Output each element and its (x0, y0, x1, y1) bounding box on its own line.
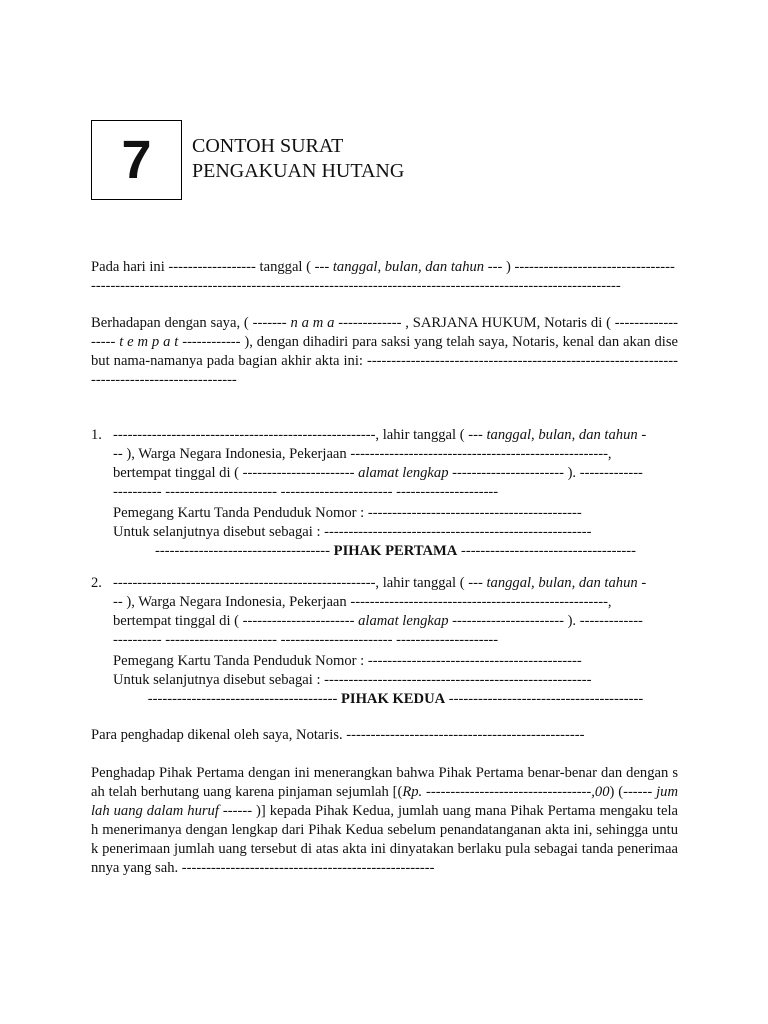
id-card-line: Pemegang Kartu Tanda Penduduk Nomor : -------------------------------------------- (113, 653, 582, 669)
placeholder-date: tanggal, bulan, dan tahun (486, 427, 638, 443)
text-segment: Berhadapan dengan saya, ( ------- (91, 315, 291, 331)
alias-line: Untuk selanjutnya disebut sebagai : ------------------------------------------------------- (113, 524, 592, 540)
line (113, 612, 678, 631)
title-line-2: PENGAKUAN HUTANG (192, 160, 405, 182)
id-card-line: Pemegang Kartu Tanda Penduduk Nomor : -------------------------------------------- (113, 505, 582, 521)
placeholder-amount: Rp. ----------------------------------,00 (402, 784, 610, 800)
line (113, 426, 678, 445)
text-segment: ----------------------- ). ------------- (448, 613, 643, 629)
placeholder-amount-words: jumlah uang dalam huruf (91, 784, 678, 819)
line: ---------- ----------------------- ----------------------- --------------------- (113, 484, 499, 500)
chapter-number: 7 (121, 130, 152, 190)
text-segment: --------------------------------------- (147, 691, 341, 707)
placeholder-place: t e m p a t (119, 334, 179, 350)
text-segment: - (637, 427, 647, 443)
text-segment: Pada hari ini ------------------ tanggal ( --- (91, 259, 333, 275)
line (113, 574, 678, 593)
party-label-line (113, 690, 678, 709)
line: -- ), Warga Negara Indonesia, Pekerjaan -----------------------------------------------------, (113, 594, 612, 610)
list-item-2 (91, 574, 678, 709)
title-line-1: CONTOH SURAT (192, 135, 344, 157)
text-segment: ------------------------------------------------------, lahir tanggal ( --- (113, 575, 487, 591)
text-segment: ------------------------------------ (155, 543, 334, 559)
text-segment: ) (------ (609, 784, 657, 800)
text-segment: ------------------------------------------------------, lahir tanggal ( --- (113, 427, 487, 443)
placeholder-address: alamat lengkap (358, 613, 449, 629)
text-segment: ----------------------- ). ------------- (448, 465, 643, 481)
placeholder-address: alamat lengkap (358, 465, 449, 481)
paragraph-known: Para penghadap dikenal oleh saya, Notaris. ------------------------------------------------- (91, 727, 585, 743)
placeholder-date: tanggal, bulan, dan tahun (486, 575, 638, 591)
party-name: PIHAK PERTAMA (333, 543, 458, 559)
text-segment: - (637, 575, 647, 591)
text-segment: bertempat tinggal di ( ----------------------- (113, 465, 359, 481)
text-segment: ------------ ), dengan dihadiri para saksi yang telah saya, Notaris, kenal dan akan disebut nama-namanya pada bagian akhir akta ini: ---------------------------------------------------------------------------------------------- (91, 334, 678, 388)
line: ---------- ----------------------- ----------------------- --------------------- (113, 632, 499, 648)
party-name: PIHAK KEDUA (340, 691, 446, 707)
document-title (192, 134, 404, 184)
text-segment: ---------------------------------------- (445, 691, 644, 707)
line (113, 464, 678, 483)
list-number: 1. (91, 427, 102, 443)
party-label-line (113, 542, 678, 561)
text-segment: bertempat tinggal di ( ----------------------- (113, 613, 359, 629)
placeholder-name: n a m a (290, 315, 335, 331)
alias-line: Untuk selanjutnya disebut sebagai : ------------------------------------------------------- (113, 672, 592, 688)
paragraph-notary (91, 314, 678, 390)
list-number: 2. (91, 575, 102, 591)
paragraph-debt (91, 764, 678, 897)
text-segment: ------ )] kepada Pihak Kedua, jumlah uang mana Pihak Pertama mengaku telah menerimanya dengan lengkap dari Pihak Kedua sebelum penandatanganan akta ini, sehingga untuk penerimaan jumlah uang tersebut di atas akta ini dinyatakan berlaku pula sebagai tanda penerimaannya yang sah. ---------------------------------------------------- (91, 803, 678, 876)
placeholder-date: tanggal, bulan, dan tahun (332, 259, 485, 275)
text-segment: ------------------------------------ (457, 543, 636, 559)
text-segment: ------------- , SARJANA HUKUM, Notaris di ( ------------------ (91, 315, 678, 350)
text-segment: Penghadap Pihak Pertama dengan ini menerangkan bahwa Pihak Pertama benar-benar dan dengan sah telah berhutang uang karena pinjaman sejumlah [( (91, 765, 678, 800)
paragraph-date (91, 258, 678, 296)
text-segment: --- ) ---------------------------------------------------------------------------------------------------------------------------------------------- (91, 259, 675, 294)
chapter-number-box (91, 120, 182, 200)
list-item-1 (91, 426, 678, 561)
line: -- ), Warga Negara Indonesia, Pekerjaan -----------------------------------------------------, (113, 446, 612, 462)
